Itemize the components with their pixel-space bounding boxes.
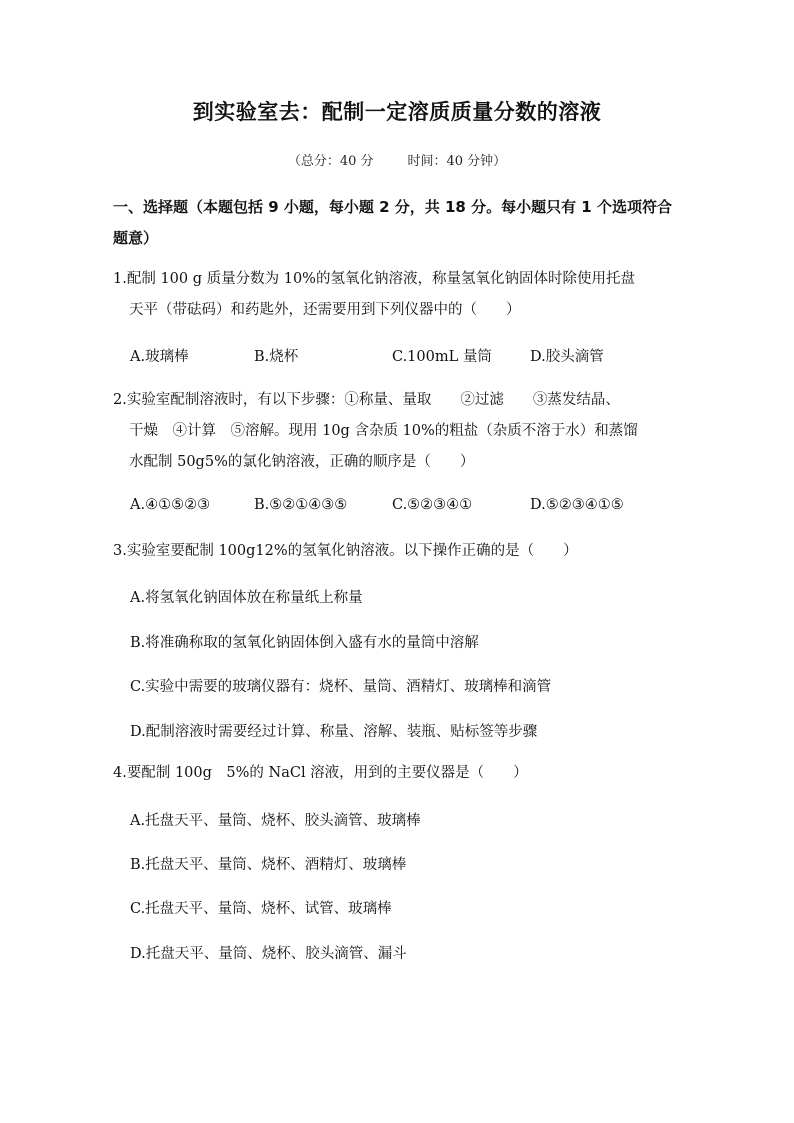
question-stem-line: 1.配制 100 g 质量分数为 10%的氢氧化钠溶液，称量氢氧化钠固体时除使用托盘 — [113, 271, 635, 287]
question-1 — [113, 264, 688, 326]
option-b: B.将准确称取的氢氧化钠固体倒入盛有水的量筒中溶解 — [130, 635, 479, 651]
option-d: D.胶头滴管 — [530, 349, 604, 365]
section-heading-line: 一、选择题（本题包括 9 小题，每小题 2 分，共 18 分。每小题只有 1 个选项符合 — [113, 198, 672, 216]
option-d: D.配制溶液时需要经过计算、称量、溶解、装瓶、贴标签等步骤 — [130, 724, 538, 740]
option-b: B.托盘天平、量筒、烧杯、酒精灯、玻璃棒 — [130, 857, 407, 873]
exam-meta — [0, 150, 794, 169]
option-a: A.④①⑤②③ — [130, 497, 211, 513]
option-c: C.⑤②③④① — [392, 497, 473, 513]
question-4 — [113, 758, 688, 789]
question-stem-line: 干燥 ④计算 ⑤溶解。现用 10g 含杂质 10%的粗盐（杂质不溶于水）和蒸馏 — [129, 423, 638, 439]
question-stem-line: 2.实验室配制溶液时，有以下步骤：①称量、量取 ②过滤 ③蒸发结晶、 — [113, 392, 620, 408]
option-d: D.托盘天平、量筒、烧杯、胶头滴管、漏斗 — [130, 946, 407, 962]
option-a: A.将氢氧化钠固体放在称量纸上称量 — [130, 590, 363, 606]
option-b: B.烧杯 — [254, 349, 299, 365]
section-heading-line: 题意） — [113, 229, 159, 247]
time-limit: 时间：40 分钟） — [407, 154, 507, 169]
section-heading — [113, 192, 688, 254]
question-stem-line: 3.实验室要配制 100g12%的氢氧化钠溶液。以下操作正确的是（ ） — [113, 543, 578, 559]
question-2 — [113, 385, 688, 478]
option-c: C.实验中需要的玻璃仪器有：烧杯、量筒、酒精灯、玻璃棒和滴管 — [130, 679, 552, 695]
page-title: 到实验室去：配制一定溶质质量分数的溶液 — [192, 100, 602, 124]
question-stem-line: 天平（带砝码）和药匙外，还需要用到下列仪器中的（ ） — [129, 302, 521, 318]
question-stem-line: 4.要配制 100g 5%的 NaCl 溶液，用到的主要仪器是（ ） — [113, 765, 528, 781]
option-c: C.托盘天平、量筒、烧杯、试管、玻璃棒 — [130, 901, 392, 917]
option-c: C.100mL 量筒 — [392, 349, 492, 365]
option-a: A.托盘天平、量筒、烧杯、胶头滴管、玻璃棒 — [130, 813, 421, 829]
option-b: B.⑤②①④③⑤ — [254, 497, 348, 513]
option-a: A.玻璃棒 — [130, 349, 189, 365]
total-score: （总分：40 分 — [287, 154, 374, 169]
question-stem-line: 水配制 50g5%的氯化钠溶液，正确的顺序是（ ） — [129, 454, 475, 470]
option-d: D.⑤②③④①⑤ — [530, 497, 624, 513]
question-3 — [113, 536, 688, 567]
